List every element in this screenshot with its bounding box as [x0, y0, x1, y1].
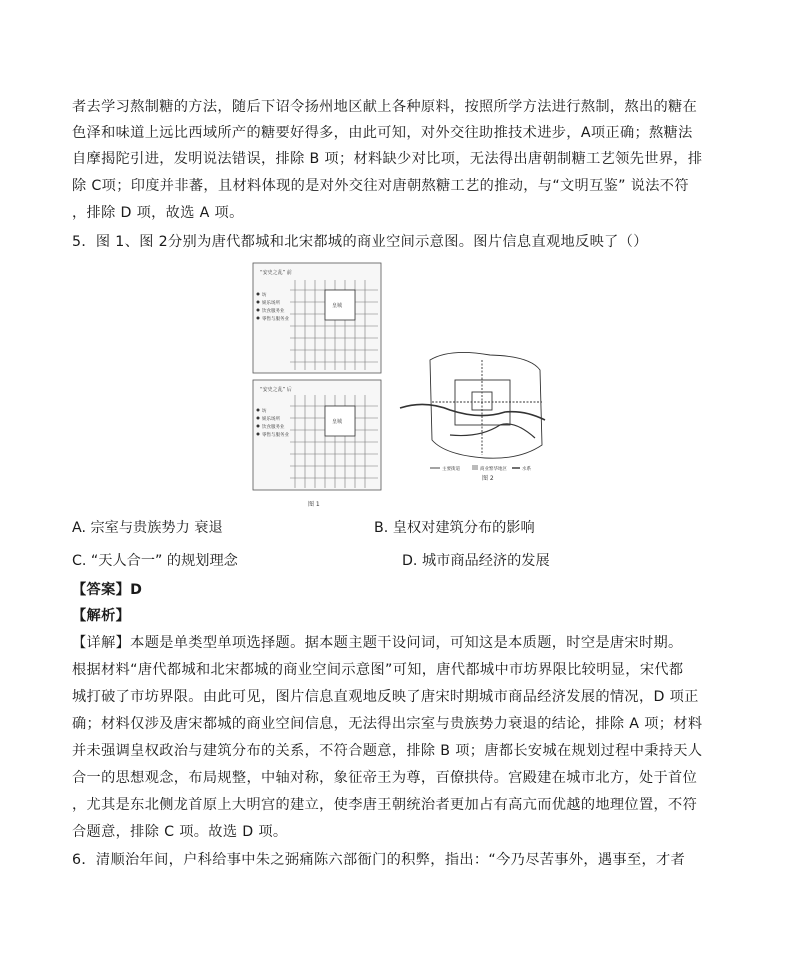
palace-label: 皇城 [332, 419, 343, 425]
text-line: 色泽和味道上远比西域所产的糖要好得多，由此可知，对外交往助推技术进步，A项正确；熬糖法 [72, 125, 693, 141]
legend-label: 零售与服务业 [262, 317, 289, 322]
text-line: ，排除 D 项，故选 A 项。 [72, 205, 244, 221]
analysis-line: 合题意，排除 C 项。故选 D 项。 [72, 824, 288, 840]
option-d[interactable]: D. 城市商品经济的发展 [402, 553, 550, 569]
fig1-top-title: “安史之乱” 前 [260, 270, 292, 276]
legend-label: 主要街道 [442, 467, 460, 472]
analysis-tag: 【解析】 [72, 608, 131, 624]
fig1-caption: 图 1 [308, 501, 320, 508]
legend-label: 商业繁华地区 [480, 467, 507, 472]
analysis-line: 城打破了市坊界限。由此可见，图片信息直观地反映了唐宋时期城市商品经济发展的情况，D 项正 [72, 689, 699, 705]
answer-tag: 【答案】D [72, 582, 143, 598]
legend-label: 饮食服务业 [262, 425, 285, 430]
legend-label: 坊 [262, 293, 267, 298]
question-5-stem: 5．图 1、图 2分别为唐代都城和北宋都城的商业空间示意图。图片信息直观地反映了（） [72, 234, 648, 250]
analysis-line: 合一的思想观念，布局规整，中轴对称，象征帝王为尊，百僚拱侍。宫殿建在城市北方，处于首位 [72, 770, 698, 786]
palace-label: 皇城 [332, 303, 343, 309]
analysis-line: 确；材料仅涉及唐宋都城的商业空间信息，无法得出宗室与贵族势力衰退的结论，排除 A 项；材料 [72, 716, 703, 732]
fig2-map [400, 352, 545, 458]
legend-label: 零售与服务业 [262, 433, 289, 438]
legend-label: 饮食服务业 [262, 309, 285, 314]
analysis-line: 并未强调皇权政治与建筑分布的关系，不符合题意，排除 B 项；唐都长安城在规划过程中秉持天人 [72, 743, 703, 759]
fig2-legend [430, 465, 531, 472]
text-line: 者去学习熬制糖的方法，随后下诏令扬州地区献上各种原料，按照所学方法进行熬制，熬出的糖在 [72, 99, 698, 115]
text-line: 除 C项；印度并非蕃，且材料体现的是对外交往对唐朝熬糖工艺的推动，与“文明互鉴” 说法不符 [72, 178, 689, 194]
option-b[interactable]: B. 皇权对建筑分布的影响 [374, 520, 535, 536]
analysis-line: 【详解】本题是单类型单项选择题。据本题主题干设问词，可知这是本质题，时空是唐宋时期。 [72, 635, 683, 651]
legend-label: 娱乐场所 [262, 417, 280, 422]
fig2-caption: 图 2 [482, 475, 494, 482]
analysis-line: 根据材料“唐代都城和北宋都城的商业空间示意图”可知，唐代都城中市坊界限比较明显，宋代都 [72, 662, 684, 678]
option-c[interactable]: C. “天人合一” 的规划理念 [72, 553, 238, 569]
option-a[interactable]: A. 宗室与贵族势力 衰退 [72, 520, 223, 536]
fig1-bottom-title: “安史之乱” 后 [260, 387, 292, 393]
city-map-figure [250, 260, 550, 510]
question-6-stem: 6．清顺治年间，户科给事中朱之弼痛陈六部衙门的积弊，指出：“今乃尽苦事外，遇事至，才者 [72, 852, 686, 868]
text-line: 自摩揭陀引进，发明说法错误，排除 B 项；材料缺少对比项，无法得出唐朝制糖工艺领先世界，排 [72, 151, 703, 167]
analysis-line: ，尤其是东北侧龙首原上大明宫的建立，使李唐王朝统治者更加占有高亢而优越的地理位置，不符 [72, 797, 698, 813]
legend-label: 坊 [262, 409, 267, 414]
legend-label: 水系 [522, 467, 531, 472]
legend-label: 娱乐场所 [262, 301, 280, 306]
